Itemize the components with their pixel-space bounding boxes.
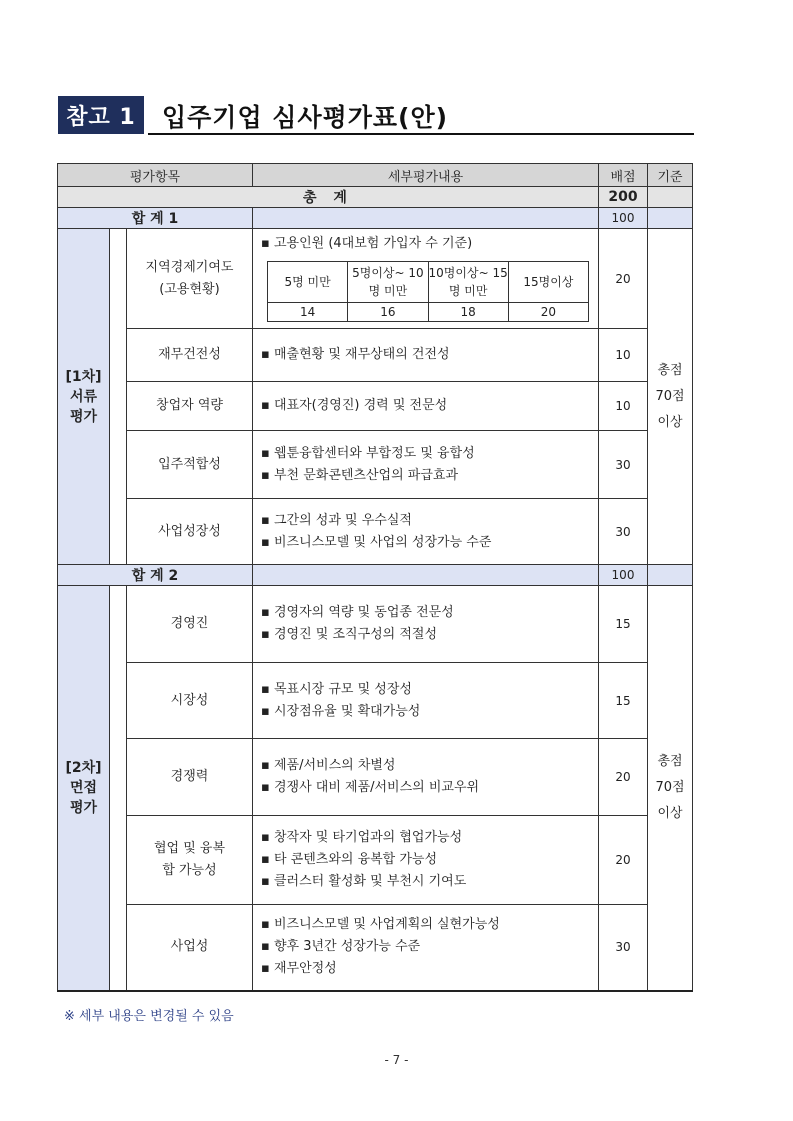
score-cell: 30 (599, 431, 648, 499)
table-header-row (58, 164, 693, 187)
employment-value: 16 (348, 303, 428, 322)
table-row (58, 329, 693, 382)
score-cell: 15 (599, 586, 648, 663)
score-cell: 10 (599, 329, 648, 382)
table-row (58, 816, 693, 905)
subtotal-2-label: 합 계 2 (58, 565, 253, 586)
page-number: - 7 - (384, 1053, 409, 1067)
detail-bullet: ▪ 목표시장 규모 및 성장성 (261, 679, 598, 701)
footnote: ※ 세부 내용은 변경될 수 있음 (64, 1009, 234, 1024)
employment-table (267, 261, 589, 322)
detail-bullet: ▪ 창작자 및 타기업과의 협업가능성 (261, 827, 598, 849)
table-row (58, 663, 693, 739)
subtotal-1-label: 합 계 1 (58, 208, 253, 229)
detail-bullet: ▪ 경영진 및 조직구성의 적절성 (261, 624, 598, 646)
employment-value: 20 (508, 303, 588, 322)
detail-cell (253, 499, 599, 565)
score-cell: 10 (599, 382, 648, 431)
grand-total-label: 총 계 (58, 187, 599, 208)
employment-header: 10명이상~ 15명 미만 (428, 262, 508, 303)
detail-cell (253, 586, 599, 663)
detail-cell (253, 382, 599, 431)
title-underline (148, 133, 694, 135)
detail-bullet: ▪ 비즈니스모델 및 사업의 성장가능 수준 (261, 532, 598, 554)
detail-cell (253, 663, 599, 739)
item-label: 시장성 (127, 663, 253, 739)
table-row (58, 431, 693, 499)
item-label: 입주적합성 (127, 431, 253, 499)
title-text: 입주기업 심사평가표(안) (162, 103, 449, 132)
detail-bullet: ▪ 제품/서비스의 차별성 (261, 755, 598, 777)
detail-bullet: ▪ 재무안정성 (261, 958, 598, 980)
detail-cell (253, 905, 599, 991)
table-row (58, 739, 693, 816)
table-row (58, 382, 693, 431)
evaluation-table (57, 163, 693, 992)
subtotal-1-score: 100 (599, 208, 648, 229)
detail-bullet: ▪ 매출현황 및 재무상태의 건전성 (261, 344, 598, 366)
item-label: 협업 및 융복합 가능성 (127, 816, 253, 905)
detail-bullet: ▪ 향후 3년간 성장가능 수준 (261, 936, 598, 958)
header-item: 평가항목 (58, 164, 253, 187)
detail-bullet: ▪ 대표자(경영진) 경력 및 전문성 (261, 395, 598, 417)
header-criteria: 기준 (648, 164, 693, 187)
detail-cell (253, 329, 599, 382)
stage-2-label: [2차] 면접 평가 (58, 586, 110, 991)
subtotal-row-2 (58, 565, 693, 586)
item-label: 재무건전성 (127, 329, 253, 382)
header-detail: 세부평가내용 (253, 164, 599, 187)
table-row (58, 586, 693, 663)
detail-bullet: ▪ 클러스터 활성화 및 부천시 기여도 (261, 871, 598, 893)
score-cell: 20 (599, 229, 648, 329)
score-cell: 20 (599, 816, 648, 905)
detail-bullet: ▪ 경영자의 역량 및 동업종 전문성 (261, 602, 598, 624)
stage-1-label: [1차] 서류 평가 (58, 229, 110, 565)
detail-bullet: ▪ 시장점유율 및 확대가능성 (261, 701, 598, 723)
detail-cell (253, 739, 599, 816)
detail-bullet: ▪ 타 콘텐츠와의 융복합 가능성 (261, 849, 598, 871)
item-label: 사업성장성 (127, 499, 253, 565)
detail-cell (253, 431, 599, 499)
employment-header: 5명이상~ 10명 미만 (348, 262, 428, 303)
employment-value: 18 (428, 303, 508, 322)
detail-bullet: ▪ 경쟁사 대비 제품/서비스의 비교우위 (261, 777, 598, 799)
employment-value: 14 (268, 303, 348, 322)
employment-header: 15명이상 (508, 262, 588, 303)
item-label: 지역경제기여도 (고용현황) (127, 229, 253, 329)
detail-bullet: ▪ 비즈니스모델 및 사업계획의 실현가능성 (261, 914, 598, 936)
subtotal-row-1 (58, 208, 693, 229)
table-row (58, 229, 693, 329)
item-label: 창업자 역량 (127, 382, 253, 431)
item-label: 사업성 (127, 905, 253, 991)
stage-1-criteria: 총점 70점 이상 (648, 229, 693, 565)
employment-header: 5명 미만 (268, 262, 348, 303)
table-row (58, 499, 693, 565)
grand-total-score: 200 (599, 187, 648, 208)
table-row (58, 905, 693, 991)
subtotal-2-score: 100 (599, 565, 648, 586)
detail-bullet: ▪ 웹툰융합센터와 부합정도 및 융합성 (261, 443, 598, 465)
stage-2-criteria: 총점 70점 이상 (648, 586, 693, 991)
item-label: 경쟁력 (127, 739, 253, 816)
score-cell: 15 (599, 663, 648, 739)
page-title (58, 96, 694, 138)
detail-bullet: ▪ 부천 문화콘텐츠산업의 파급효과 (261, 465, 598, 487)
item-label: 경영진 (127, 586, 253, 663)
header-score: 배점 (599, 164, 648, 187)
detail-bullet: ▪ 그간의 성과 및 우수실적 (261, 510, 598, 532)
score-cell: 30 (599, 905, 648, 991)
detail-cell (253, 229, 599, 329)
score-cell: 20 (599, 739, 648, 816)
title-badge: 참고 1 (58, 96, 144, 134)
score-cell: 30 (599, 499, 648, 565)
detail-cell (253, 816, 599, 905)
detail-bullet: ▪ 고용인원 (4대보험 가입자 수 기준) (261, 233, 598, 255)
grand-total-row (58, 187, 693, 208)
